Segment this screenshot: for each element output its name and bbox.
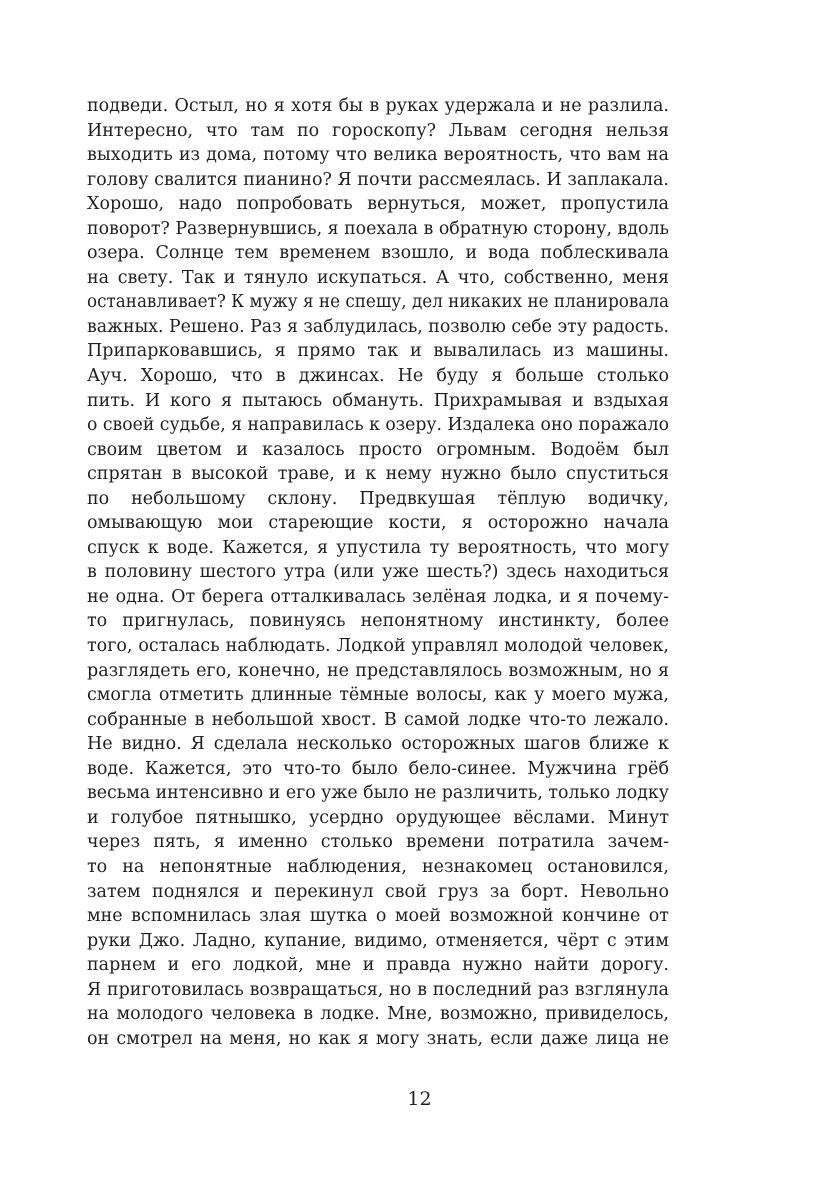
body-text [87, 94, 669, 1051]
text-line: останавливает? К мужу я не спешу, дел никаких не планировала [87, 292, 669, 313]
text-line: своим цветом и казалось просто огромным. Водоём был [87, 439, 669, 460]
text-line: Ауч. Хорошо, что в джинсах. Не буду я больше столько [87, 366, 669, 387]
text-line: Хорошо, надо попробовать вернуться, может, пропустила [87, 194, 669, 215]
text-line: не одна. От берега отталкивалась зелёная лодка, и я почему- [87, 586, 669, 607]
text-line: озера. Солнце тем временем взошло, и вода поблескивала [87, 243, 669, 264]
text-line: парнем и его лодкой, мне и правда нужно найти дорогу. [87, 955, 669, 976]
text-line: Интересно, что там по гороскопу? Львам сегодня нельзя [87, 120, 669, 141]
text-line: собранные в небольшой хвост. В самой лодке что-то лежало. [87, 709, 669, 730]
text-line: по небольшому склону. Предвкушая тёплую водичку, [87, 488, 669, 509]
text-line: смогла отметить длинные тёмные волосы, как у моего мужа, [87, 685, 669, 706]
text-line: на свету. Так и тянуло искупаться. А что, собственно, меня [87, 267, 669, 288]
text-line: мне вспомнилась злая шутка о моей возможной кончине от [87, 906, 669, 927]
text-line: то на непонятные наблюдения, незнакомец остановился, [87, 856, 669, 877]
page-number: 12 [407, 1088, 432, 1110]
text-line: Я приготовилась возвращаться, но в последний раз взглянула [87, 979, 669, 1000]
text-line: о своей судьбе, я направилась к озеру. Издалека оно поражало [87, 415, 669, 436]
text-line: важных. Решено. Раз я заблудилась, позволю себе эту радость. [87, 316, 669, 337]
text-line: Не видно. Я сделала несколько осторожных шагов ближе к [87, 734, 669, 755]
text-line: руки Джо. Ладно, купание, видимо, отменяется, чёрт с этим [87, 930, 669, 951]
text-line: весьма интенсивно и его уже было не различить, только лодку [87, 783, 669, 804]
text-line: он смотрел на меня, но как я могу знать, если даже лица не [87, 1028, 669, 1049]
text-line: Припарковавшись, я прямо так и вывалилась из машины. [87, 341, 669, 362]
text-line: через пять, я именно столько времени потратила зачем- [87, 832, 669, 853]
text-line: голову свалится пианино? Я почти рассмеялась. И заплакала. [87, 169, 669, 190]
text-line: затем поднялся и перекинул свой груз за борт. Невольно [87, 881, 669, 902]
text-line: то пригнулась, повинуясь непонятному инстинкту, более [87, 611, 669, 632]
text-line: в половину шестого утра (или уже шесть?) здесь находиться [87, 562, 669, 583]
text-line: омывающую мои стареющие кости, я осторожно начала [87, 513, 669, 534]
text-line: выходить из дома, потому что велика вероятность, что вам на [87, 145, 669, 166]
text-line: подведи. Остыл, но я хотя бы в руках удержала и не разлила. [87, 96, 669, 116]
text-line: поворот? Развернувшись, я поехала в обратную сторону, вдоль [87, 218, 669, 239]
text-line: спуск к воде. Кажется, я упустила ту вероятность, что могу [87, 537, 669, 558]
text-line: разглядеть его, конечно, не представлялось возможным, но я [87, 660, 669, 681]
text-line: того, осталась наблюдать. Лодкой управлял молодой человек, [87, 636, 669, 657]
text-line: пить. И кого я пытаюсь обмануть. Прихрамывая и вздыхая [87, 390, 669, 411]
text-line: на молодого человека в лодке. Мне, возможно, привиделось, [87, 1004, 669, 1025]
text-line: и голубое пятнышко, усердно орудующее вёслами. Минут [87, 807, 669, 828]
text-line: воде. Кажется, это что-то было бело-синее. Мужчина грёб [87, 758, 669, 779]
text-line: спрятан в высокой траве, и к нему нужно было спуститься [87, 464, 669, 485]
